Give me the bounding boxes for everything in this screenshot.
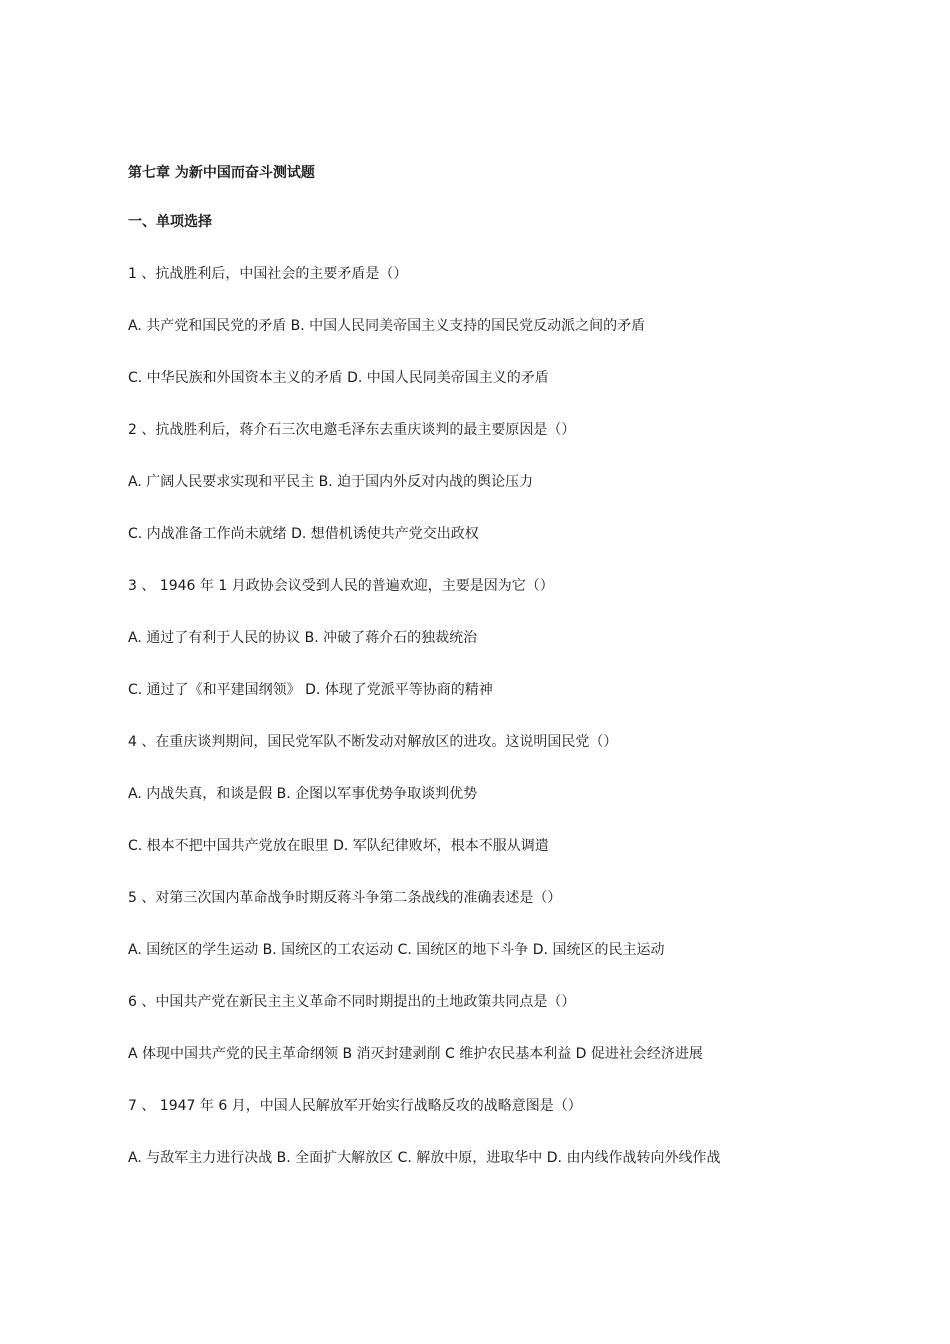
question-3: 3 、 1946 年 1 月政协会议受到人民的普遍欢迎，主要是因为它（） <box>128 578 554 594</box>
question-6: 6 、中国共产党在新民主主义革命不同时期提出的土地政策共同点是（） <box>128 994 576 1010</box>
question-4-options-cd: C. 根本不把中国共产党放在眼里 D. 军队纪律败坏，根本不服从调遣 <box>128 838 549 854</box>
question-2: 2 、抗战胜利后，蒋介石三次电邀毛泽东去重庆谈判的最主要原因是（） <box>128 422 576 438</box>
question-1-options-ab: A. 共产党和国民党的矛盾 B. 中国人民同美帝国主义支持的国民党反动派之间的矛盾 <box>128 318 646 334</box>
question-1-options-cd: C. 中华民族和外国资本主义的矛盾 D. 中国人民同美帝国主义的矛盾 <box>128 370 549 386</box>
question-1: 1 、抗战胜利后，中国社会的主要矛盾是（） <box>128 266 408 282</box>
question-3-options-ab: A. 通过了有利于人民的协议 B. 冲破了蒋介石的独裁统治 <box>128 630 478 646</box>
question-2-options-ab: A. 广阔人民要求实现和平民主 B. 迫于国内外反对内战的舆论压力 <box>128 474 534 490</box>
question-2-options-cd: C. 内战准备工作尚未就绪 D. 想借机诱使共产党交出政权 <box>128 526 479 542</box>
section-heading: 一、单项选择 <box>128 214 212 230</box>
question-7: 7 、 1947 年 6 月，中国人民解放军开始实行战略反攻的战略意图是（） <box>128 1098 582 1114</box>
question-7-options: A. 与敌军主力进行决战 B. 全面扩大解放区 C. 解放中原，进取华中 D. 由内线作战转向外线作战 <box>128 1150 721 1166</box>
question-5-options: A. 国统区的学生运动 B. 国统区的工农运动 C. 国统区的地下斗争 D. 国统区的民主运动 <box>128 942 665 958</box>
question-4: 4 、在重庆谈判期间，国民党军队不断发动对解放区的进攻。这说明国民党（） <box>128 734 618 750</box>
question-5: 5 、对第三次国内革命战争时期反蒋斗争第二条战线的准确表述是（） <box>128 890 562 906</box>
question-6-options: A 体现中国共产党的民主革命纲领 B 消灭封建剥削 C 维护农民基本利益 D 促进社会经济进展 <box>128 1046 703 1062</box>
question-3-options-cd: C. 通过了《和平建国纲领》 D. 体现了党派平等协商的精神 <box>128 682 493 698</box>
question-4-options-ab: A. 内战失真，和谈是假 B. 企图以军事优势争取谈判优势 <box>128 786 478 802</box>
document-title: 第七章 为新中国而奋斗测试题 <box>128 165 315 181</box>
